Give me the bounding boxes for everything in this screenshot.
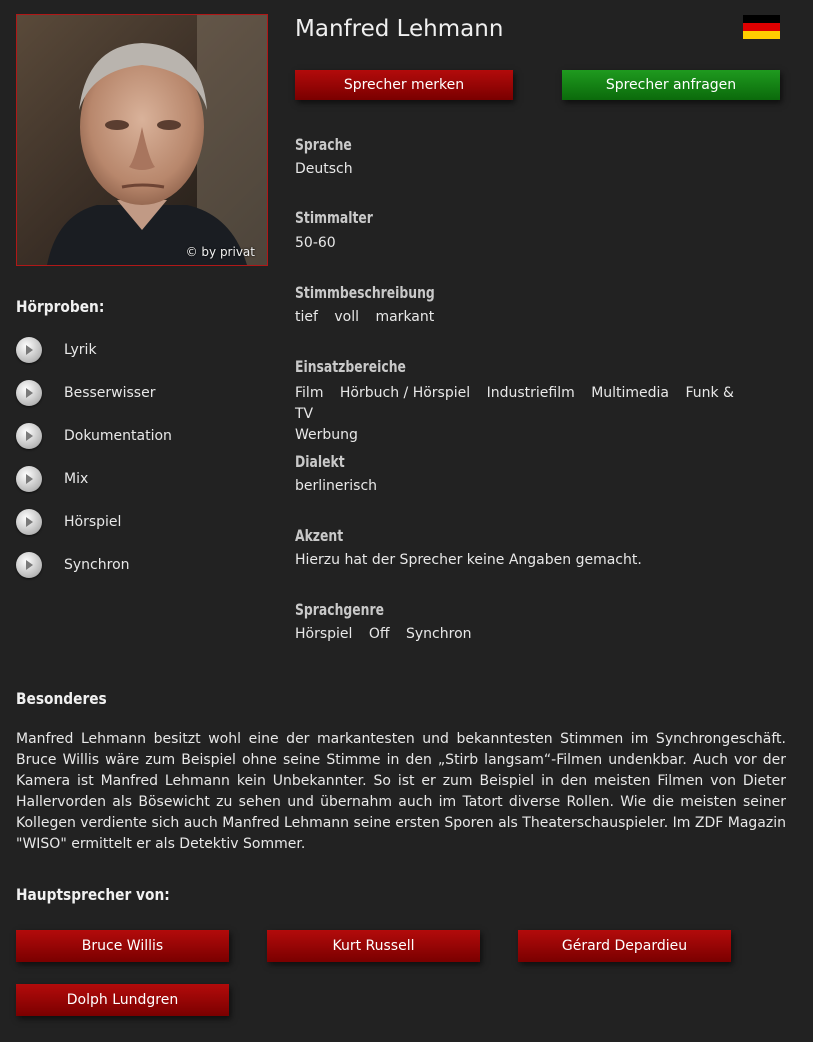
sample-item[interactable] [16,466,256,496]
flag-stripe-red [743,23,780,31]
sample-label: Besserwisser [64,385,156,401]
tag: Film [295,385,324,401]
remember-speaker-button[interactable]: Sprecher merken [295,70,513,100]
voice-description-tags [295,309,446,325]
sample-label: Lyrik [64,342,97,358]
speaker-photo [16,14,268,266]
tag: tief [295,309,318,325]
sample-item[interactable] [16,552,256,582]
sample-item[interactable] [16,509,256,539]
tag: Industriefilm [486,385,575,401]
sample-item[interactable] [16,337,256,367]
play-icon[interactable] [16,380,42,406]
usage-areas-tags [295,383,765,446]
dialect-value: berlinerisch [295,478,378,494]
actor-button[interactable]: Dolph Lundgren [16,984,229,1016]
speech-genre-label: Sprachgenre [295,600,384,619]
actor-button[interactable]: Bruce Willis [16,930,229,962]
special-heading: Besonderes [16,689,107,708]
portrait-image [17,15,267,265]
sample-item[interactable] [16,423,256,453]
play-icon[interactable] [16,337,42,363]
tag: Multimedia [591,385,670,401]
request-speaker-button[interactable]: Sprecher anfragen [562,70,780,100]
actor-button[interactable]: Kurt Russell [267,930,480,962]
language-value: Deutsch [295,161,353,177]
sample-label: Mix [64,471,89,487]
sample-item[interactable] [16,380,256,410]
tag: markant [375,309,435,325]
main-voice-heading: Hauptsprecher von: [16,885,170,904]
accent-label: Akzent [295,526,344,545]
play-icon[interactable] [16,423,42,449]
voice-description-label: Stimmbeschreibung [295,283,435,302]
speaker-name: Manfred Lehmann [295,16,504,42]
play-icon[interactable] [16,466,42,492]
tag: Funk & TV [295,385,734,422]
voice-age-label: Stimmalter [295,208,373,227]
sample-label: Synchron [64,557,130,573]
sample-label: Hörspiel [64,514,122,530]
play-icon[interactable] [16,509,42,535]
dialect-label: Dialekt [295,452,345,471]
flag-stripe-black [743,15,780,23]
tag: Hörbuch / Hörspiel [339,385,471,401]
usage-areas-label: Einsatzbereiche [295,357,406,376]
flag-stripe-gold [743,31,780,39]
tag: Werbung [295,427,358,443]
play-icon[interactable] [16,552,42,578]
biography-text: Manfred Lehmann besitzt wohl eine der markantesten und bekanntesten Stimmen im Synchrongeschäft. Bruce Willis wäre zum Beispiel ohne seine Stimme in den „Stirb langsam“-Filmen undenkbar. Auch vor der Kamera ist Manfred Lehmann kein Unbekannter. So ist er zum Beispiel in den meisten Filmen von Dieter Hallervorden als Bösewicht zu sehen und übernahm auch im Tatort diverse Rollen. Wie die meisten seiner Kollegen verdiente sich auch Manfred Lehmann seine ersten Sporen als Theaterschauspieler. Im ZDF Magazin "WISO" ermittelt er als Detektiv Sommer. [16,731,786,852]
actor-button[interactable]: Gérard Depardieu [518,930,731,962]
photo-credit: © by privat [185,245,255,259]
german-flag-icon [743,15,780,39]
accent-value: Hierzu hat der Sprecher keine Angaben gemacht. [295,552,642,568]
language-label: Sprache [295,135,352,154]
speech-genre-tags [295,626,484,642]
sample-label: Dokumentation [64,428,172,444]
samples-heading: Hörproben: [16,297,105,316]
tag: Hörspiel [295,626,353,642]
tag: Synchron [406,626,472,642]
tag: voll [334,309,360,325]
tag: Off [368,626,390,642]
voice-age-value: 50-60 [295,235,336,251]
